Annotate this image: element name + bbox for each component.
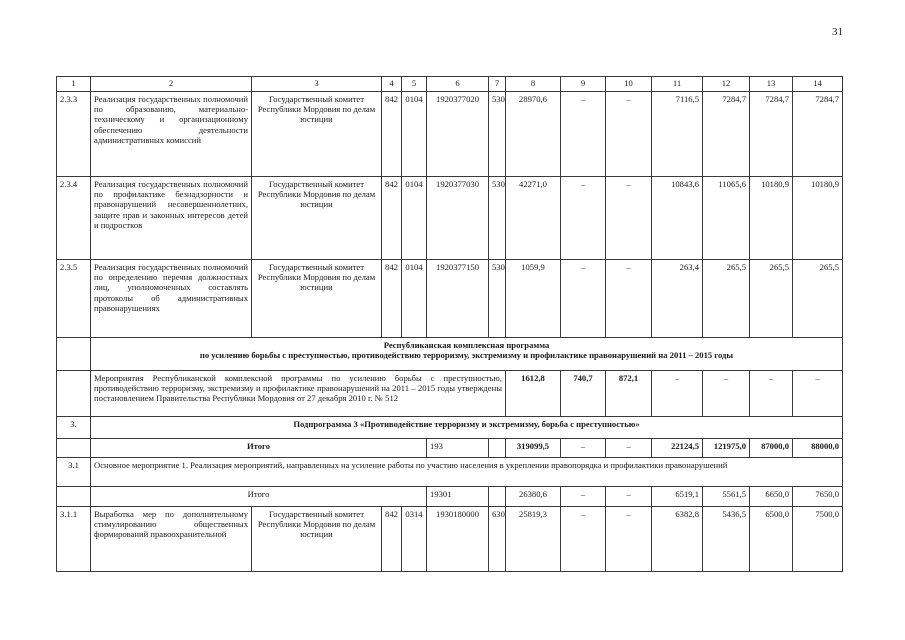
cell-c6: 1920377150 xyxy=(427,260,489,338)
cell-c4: 842 xyxy=(382,177,402,260)
cell-c14: 265,5 xyxy=(793,260,843,338)
cell-c13: 87000,0 xyxy=(750,439,793,458)
header-cell: 7 xyxy=(489,77,506,92)
cell-c13: 6500,0 xyxy=(750,507,793,572)
cell-c11: 263,4 xyxy=(652,260,703,338)
cell-c11: 10843,6 xyxy=(652,177,703,260)
cell-c13: – xyxy=(750,371,793,417)
cell-c8: 319099,5 xyxy=(506,439,561,458)
cell-c8: 26380,6 xyxy=(506,487,561,507)
cell-c10: 872,1 xyxy=(606,371,652,417)
row-organization: Государственный комитет Республики Мордовия по делам юстиции xyxy=(252,260,382,338)
cell-c5: 0104 xyxy=(402,260,427,338)
total-label: Итого xyxy=(91,439,427,458)
program-title-line1: Республиканская комплексная программа xyxy=(383,340,550,350)
subprogram-title: Подпрограмма 3 «Противодействие терроризму и экстремизму, борьба с преступностью» xyxy=(91,417,843,439)
cell-c10: – xyxy=(606,92,652,177)
cell-c8: 28970,6 xyxy=(506,92,561,177)
cell-c12: 7284,7 xyxy=(703,92,750,177)
cell-c14: 10180,9 xyxy=(793,177,843,260)
header-cell: 6 xyxy=(427,77,489,92)
cell-c12: 5436,5 xyxy=(703,507,750,572)
cell-c5: 0104 xyxy=(402,92,427,177)
cell-c7 xyxy=(489,487,506,507)
cell-c7: 530 xyxy=(489,260,506,338)
table-row xyxy=(57,260,843,338)
measure-total-row xyxy=(57,487,843,507)
cell-c9: – xyxy=(561,92,606,177)
header-cell: 5 xyxy=(402,77,427,92)
cell-c9: – xyxy=(561,487,606,507)
row-number: 3.1 xyxy=(57,458,91,487)
cell-c8: 1059,9 xyxy=(506,260,561,338)
cell-c11: 22124,5 xyxy=(652,439,703,458)
cell-c8: 1612,8 xyxy=(506,371,561,417)
row-number: 3. xyxy=(57,417,91,439)
header-cell: 11 xyxy=(652,77,703,92)
header-cell: 2 xyxy=(91,77,252,92)
cell-c10: – xyxy=(606,439,652,458)
cell-c10: – xyxy=(606,487,652,507)
cell-c11: 7116,5 xyxy=(652,92,703,177)
cell-c7: 530 xyxy=(489,92,506,177)
header-cell: 14 xyxy=(793,77,843,92)
cell-c14: 88000,0 xyxy=(793,439,843,458)
table-row xyxy=(57,177,843,260)
cell-c6: 193 xyxy=(427,439,489,458)
row-number: 2.3.3 xyxy=(57,92,91,177)
cell-c10: – xyxy=(606,177,652,260)
row-number: 2.3.5 xyxy=(57,260,91,338)
cell-c14: 7500,0 xyxy=(793,507,843,572)
cell-c12: 5561,5 xyxy=(703,487,750,507)
cell-c9: – xyxy=(561,177,606,260)
cell-c6: 19301 xyxy=(427,487,489,507)
cell-c12: – xyxy=(703,371,750,417)
header-cell: 9 xyxy=(561,77,606,92)
cell-c11: 6519,1 xyxy=(652,487,703,507)
budget-table xyxy=(56,76,843,572)
header-cell: 8 xyxy=(506,77,561,92)
cell-c5: 0314 xyxy=(402,507,427,572)
table-row xyxy=(57,507,843,572)
empty-cell xyxy=(57,439,91,458)
row-name: Реализация государственных полномочий по профилактике безнадзорности и правонарушений несовершеннолетних, защите прав и законных интересов детей и подростков xyxy=(91,177,252,260)
cell-c14: – xyxy=(793,371,843,417)
cell-c7: 530 xyxy=(489,177,506,260)
measure-title: Основное мероприятие 1. Реализация мероприятий, направленных на усиление работы по участию населения в укреплении правопорядка и профилактики правонарушений xyxy=(91,458,843,487)
measure-title-row xyxy=(57,458,843,487)
cell-c6: 1920377030 xyxy=(427,177,489,260)
header-cell: 3 xyxy=(252,77,382,92)
cell-c11: 6382,8 xyxy=(652,507,703,572)
program-title-line2: по усилению борьбы с преступностью, противодействию терроризму, экстремизму и профилактике правонарушений на 2011 – 2015 годы xyxy=(199,350,734,361)
row-name: Реализация государственных полномочий по определению перечня должностных лиц, уполномоченных составлять протоколы об административных правонарушениях xyxy=(91,260,252,338)
cell-c12: 121975,0 xyxy=(703,439,750,458)
program-title xyxy=(91,338,843,371)
cell-c7 xyxy=(489,439,506,458)
cell-c12: 11065,6 xyxy=(703,177,750,260)
page-number: 31 xyxy=(832,26,843,38)
program-title-row xyxy=(57,338,843,371)
cell-c13: 6650,0 xyxy=(750,487,793,507)
table-row xyxy=(57,92,843,177)
cell-c13: 10180,9 xyxy=(750,177,793,260)
row-organization: Государственный комитет Республики Мордовия по делам юстиции xyxy=(252,507,382,572)
empty-cell xyxy=(57,338,91,371)
cell-c5: 0104 xyxy=(402,177,427,260)
cell-c14: 7284,7 xyxy=(793,92,843,177)
program-measures-text: Мероприятия Республиканской комплексной программы по усилению борьбы с преступностью, противодействию терроризму, экстремизму и профилактике правонарушений на 2011 – 2015 годы утверждены постановлением Правительства Республики Мордовия от 27 декабря 2010 г. № 512 xyxy=(91,371,506,417)
cell-c6: 1930180000 xyxy=(427,507,489,572)
cell-c7: 630 xyxy=(489,507,506,572)
row-name: Реализация государственных полномочий по образованию, материально-техническому и организационному обеспечению деятельности административных комиссий xyxy=(91,92,252,177)
header-cell: 4 xyxy=(382,77,402,92)
row-number: 2.3.4 xyxy=(57,177,91,260)
cell-c13: 265,5 xyxy=(750,260,793,338)
cell-c9: – xyxy=(561,260,606,338)
header-cell: 1 xyxy=(57,77,91,92)
cell-c8: 25819,3 xyxy=(506,507,561,572)
cell-c10: – xyxy=(606,507,652,572)
row-number: 3.1.1 xyxy=(57,507,91,572)
row-organization: Государственный комитет Республики Мордовия по делам юстиции xyxy=(252,177,382,260)
row-organization: Государственный комитет Республики Мордовия по делам юстиции xyxy=(252,92,382,177)
cell-c12: 265,5 xyxy=(703,260,750,338)
cell-c4: 842 xyxy=(382,92,402,177)
cell-c14: 7650,0 xyxy=(793,487,843,507)
cell-c9: 740,7 xyxy=(561,371,606,417)
subprogram-total-row xyxy=(57,439,843,458)
header-cell: 12 xyxy=(703,77,750,92)
empty-cell xyxy=(57,487,91,507)
cell-c11: – xyxy=(652,371,703,417)
header-cell: 10 xyxy=(606,77,652,92)
total-label: Итого xyxy=(91,487,427,507)
cell-c4: 842 xyxy=(382,507,402,572)
program-measures-row xyxy=(57,371,843,417)
row-name: Выработка мер по дополнительному стимулированию общественных формирований правоохранительной xyxy=(91,507,252,572)
cell-c4: 842 xyxy=(382,260,402,338)
cell-c8: 42271,0 xyxy=(506,177,561,260)
empty-cell xyxy=(57,371,91,417)
cell-c10: – xyxy=(606,260,652,338)
header-cell: 13 xyxy=(750,77,793,92)
header-row xyxy=(57,77,843,92)
cell-c9: – xyxy=(561,507,606,572)
cell-c6: 1920377020 xyxy=(427,92,489,177)
cell-c13: 7284,7 xyxy=(750,92,793,177)
cell-c9: – xyxy=(561,439,606,458)
subprogram-title-row xyxy=(57,417,843,439)
